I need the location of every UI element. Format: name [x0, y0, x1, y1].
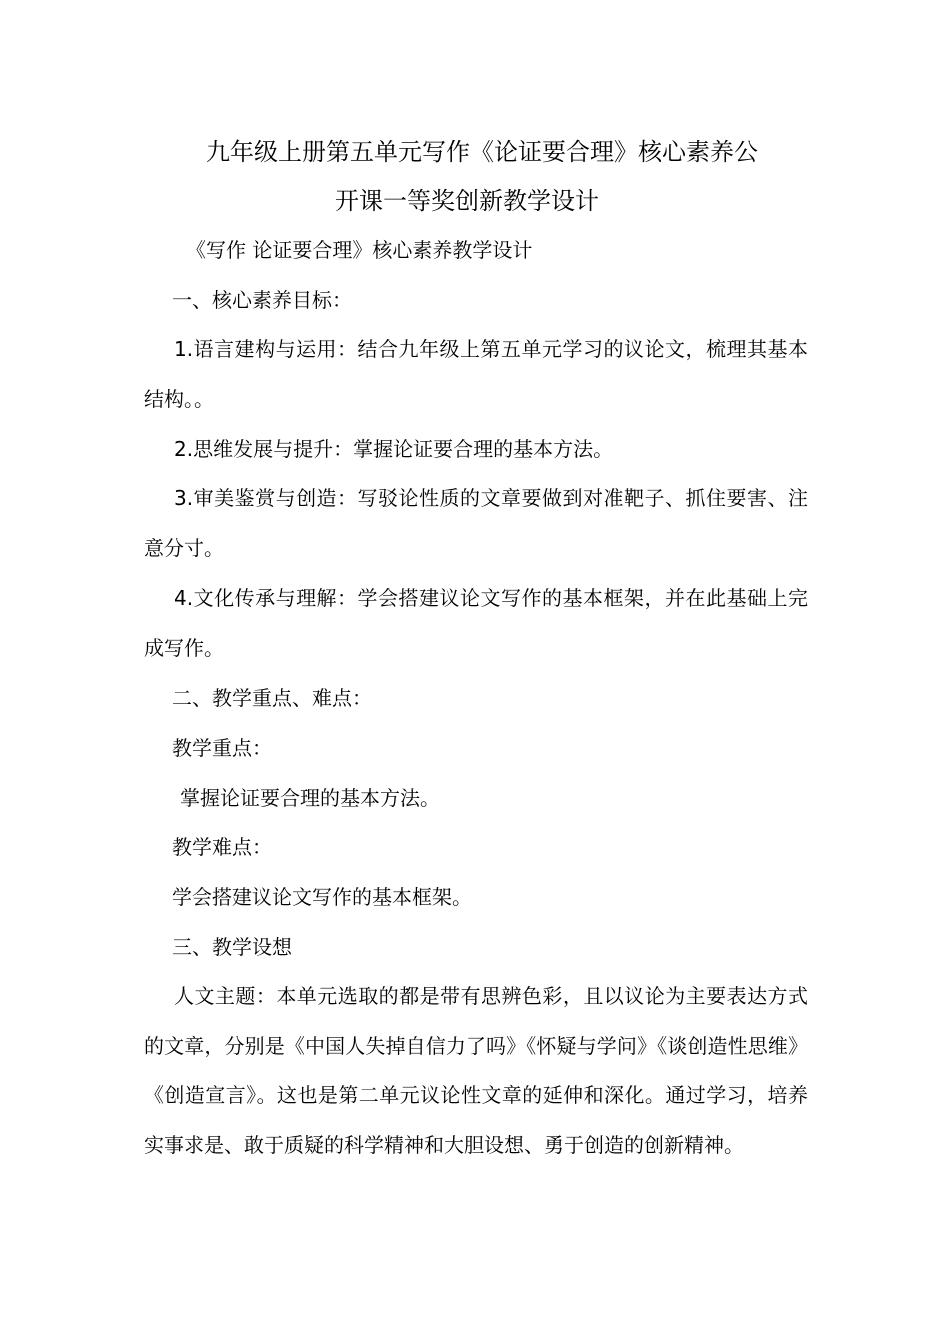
- difficulty-label: 教学难点：: [172, 835, 272, 859]
- title-line-2: 开课一等奖创新教学设计: [335, 187, 599, 215]
- goal-3: 3.审美鉴赏与创造：写驳论性质的文章要做到对准靶子、抓住要害、注意分寸。: [144, 486, 808, 560]
- section-heading-design: 三、教学设想: [172, 935, 292, 959]
- subtitle: 《写作 论证要合理》核心素养教学设计: [186, 238, 533, 262]
- difficulty-text: 学会搭建议论文写作的基本框架。: [172, 885, 472, 909]
- goal-1: 1.语言建构与运用：结合九年级上第五单元学习的议论文，梳理其基本结构。。: [144, 337, 808, 411]
- goal-2: 2.思维发展与提升：掌握论证要合理的基本方法。: [174, 437, 614, 461]
- title-line-1: 九年级上册第五单元写作《论证要合理》核心素养公: [206, 138, 758, 166]
- key-point-label: 教学重点：: [172, 736, 272, 760]
- key-point-text: 掌握论证要合理的基本方法。: [180, 786, 440, 810]
- theme-paragraph: 人文主题：本单元选取的都是带有思辨色彩，且以议论为主要表达方式的文章，分别是《中国人失掉自信力了吗》《怀疑与学问》《谈创造性思维》《创造宣言》。这也是第二单元议论性文章的延伸和深化。通过学习，培养实事求是、敢于质疑的科学精神和大胆设想、勇于创造的创新精神。: [144, 984, 808, 1157]
- goal-4: 4.文化传承与理解：学会搭建议论文写作的基本框架，并在此基础上完成写作。: [144, 586, 808, 660]
- section-heading-key-points: 二、教学重点、难点：: [172, 686, 372, 710]
- section-heading-goals: 一、核心素养目标：: [172, 288, 352, 312]
